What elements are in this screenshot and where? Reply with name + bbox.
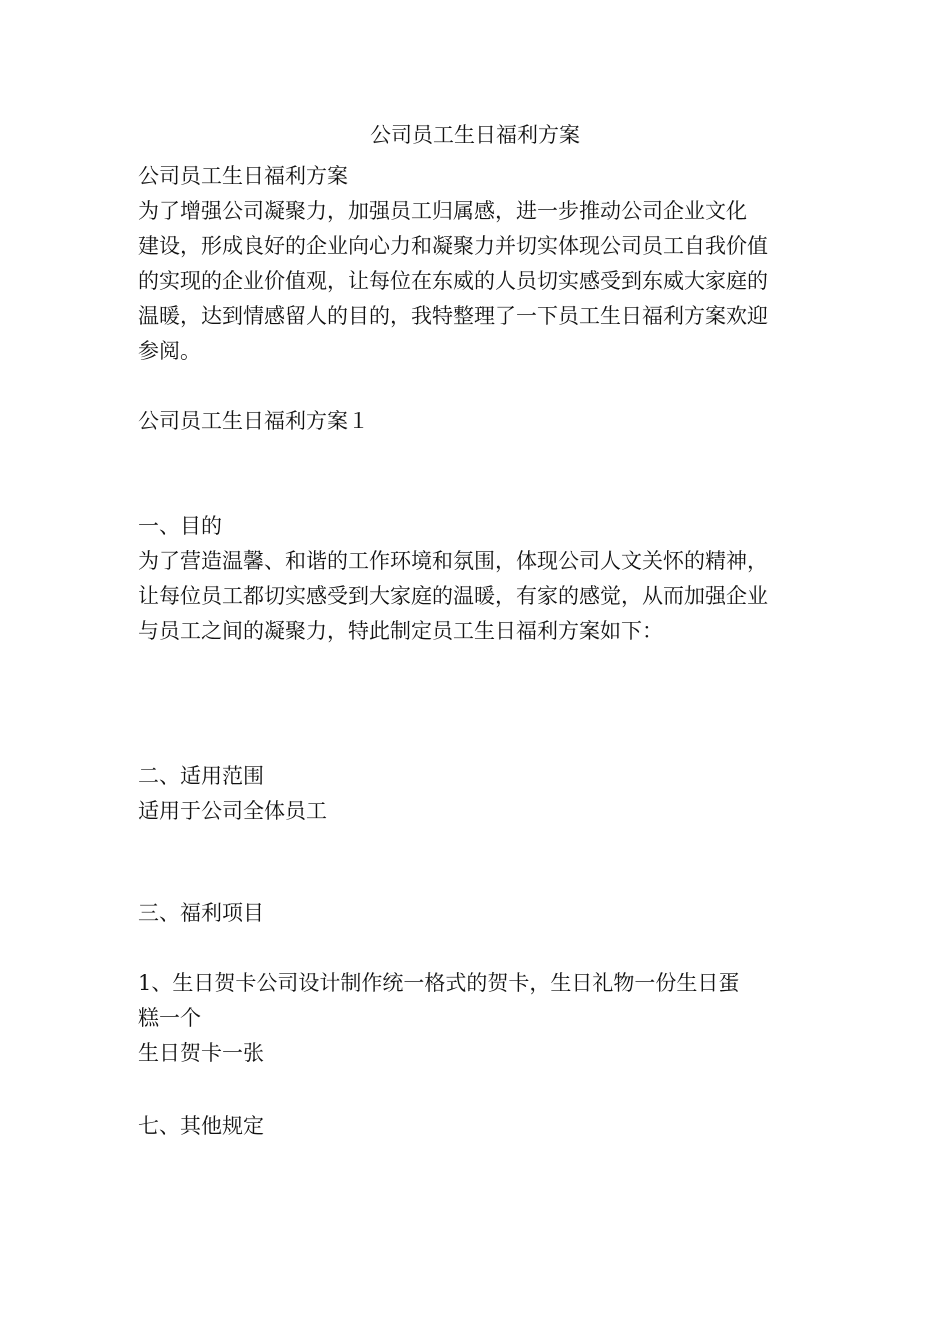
section-text: 为了营造温馨、和谐的工作环境和氛围，体现公司人文关怀的精神， (138, 549, 768, 573)
section-heading-purpose: 一、目的 (138, 514, 222, 538)
plan-heading: 公司员工生日福利方案１ (138, 409, 369, 433)
intro-line: 为了增强公司凝聚力，加强员工归属感，进一步推动公司企业文化 (138, 199, 747, 223)
section-text: 适用于公司全体员工 (138, 799, 327, 823)
benefit-item-line: 糕一个 (138, 1006, 201, 1030)
benefit-item-line: 1、生日贺卡公司设计制作统一格式的贺卡，生日礼物一份生日蛋 (138, 971, 740, 995)
section-heading-other-rules: 七、其他规定 (138, 1114, 264, 1138)
intro-line: 温暖，达到情感留人的目的，我特整理了一下员工生日福利方案欢迎 (138, 304, 768, 328)
intro-line: 的实现的企业价值观，让每位在东威的人员切实感受到东威大家庭的 (138, 269, 768, 293)
section-heading-scope: 二、适用范围 (138, 764, 264, 788)
benefit-item-line: 生日贺卡一张 (138, 1041, 264, 1065)
document-subtitle: 公司员工生日福利方案 (138, 164, 348, 188)
document-title: 公司员工生日福利方案 (370, 123, 580, 147)
section-text: 让每位员工都切实感受到大家庭的温暖，有家的感觉，从而加强企业 (138, 584, 768, 608)
intro-line: 建设，形成良好的企业向心力和凝聚力并切实体现公司员工自我价值 (138, 234, 768, 258)
section-text: 与员工之间的凝聚力，特此制定员工生日福利方案如下： (138, 619, 663, 643)
intro-line: 参阅。 (138, 339, 201, 363)
section-heading-benefits: 三、福利项目 (138, 901, 264, 925)
